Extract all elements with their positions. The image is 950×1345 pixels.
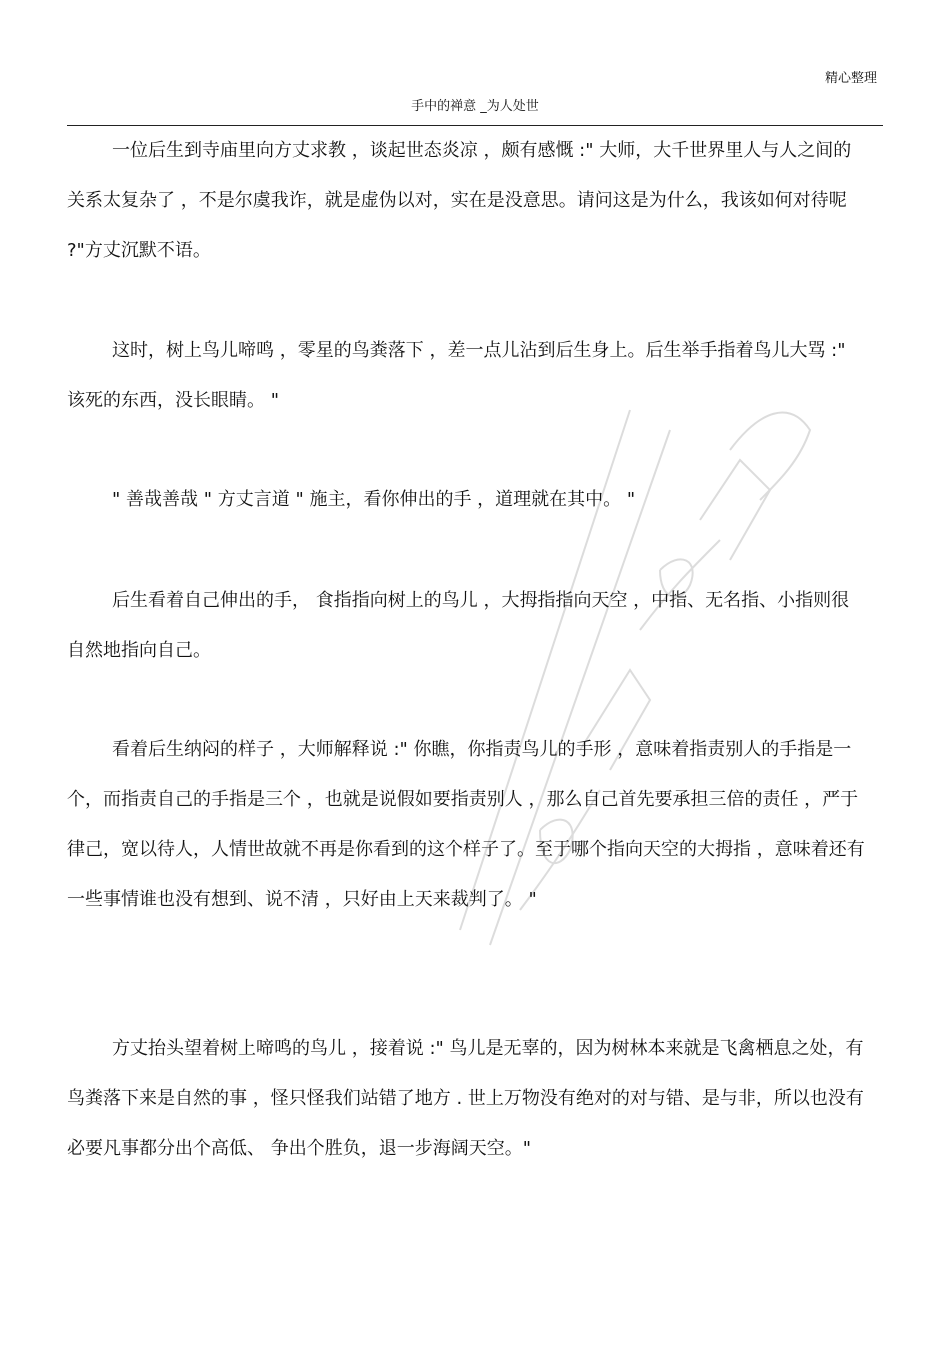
paragraph-5: 看着后生纳闷的样子 ，大师解释说 :" 你瞧，你指责鸟儿的手形 ，意味着指责别人的手指是一个，而指责自己的手指是三个 ，也就是说假如要指责别人 ，那么自己首先要承担三倍的责任 ，严于律己，宽以待人，人情世故就不再是你看到的这个样子了。至于哪个指向天空的大拇指 ，意味着还有一些事情谁也没有想到、说不清 ，只好由上天来裁判了。 " xyxy=(67,739,865,910)
paragraph-6: 方丈抬头望着树上啼鸣的鸟儿 ，接着说 :" 鸟儿是无辜的，因为树林本来就是飞禽栖息之处，有鸟粪落下来是自然的事 ，怪只怪我们站错了地方 . 世上万物没有绝对的对与错、是与非，所以也没有必要凡事都分出个高低、 争出个胜负，退一步海阔天空。" xyxy=(67,1038,864,1159)
paragraph-4: 后生看着自己伸出的手， 食指指向树上的鸟儿 ，大拇指指向天空 ，中指、无名指、小指则很自然地指向自己。 xyxy=(67,590,850,661)
paragraph-2: 这时，树上鸟儿啼鸣 ，零星的鸟粪落下 ，差一点儿沾到后生身上。后生举手指着鸟儿大骂 :" 该死的东西，没长眼睛。 " xyxy=(67,340,846,411)
document-title: 手中的禅意 _为人处世 xyxy=(411,99,539,114)
top-right-note: 精心整理 xyxy=(824,71,877,86)
paragraph-1: 一位后生到寺庙里向方丈求教 ，谈起世态炎凉 ，颇有感慨 :" 大师，大千世界里人与人之间的关系太复杂了 ，不是尔虞我诈，就是虚伪以对，实在是没意思。请问这是为什么，我该如何对待呢 ?"方丈沉默不语。 xyxy=(67,140,852,261)
paragraph-3: " 善哉善哉 " 方丈言道 " 施主，看你伸出的手 ，道理就在其中。 " xyxy=(112,489,636,510)
